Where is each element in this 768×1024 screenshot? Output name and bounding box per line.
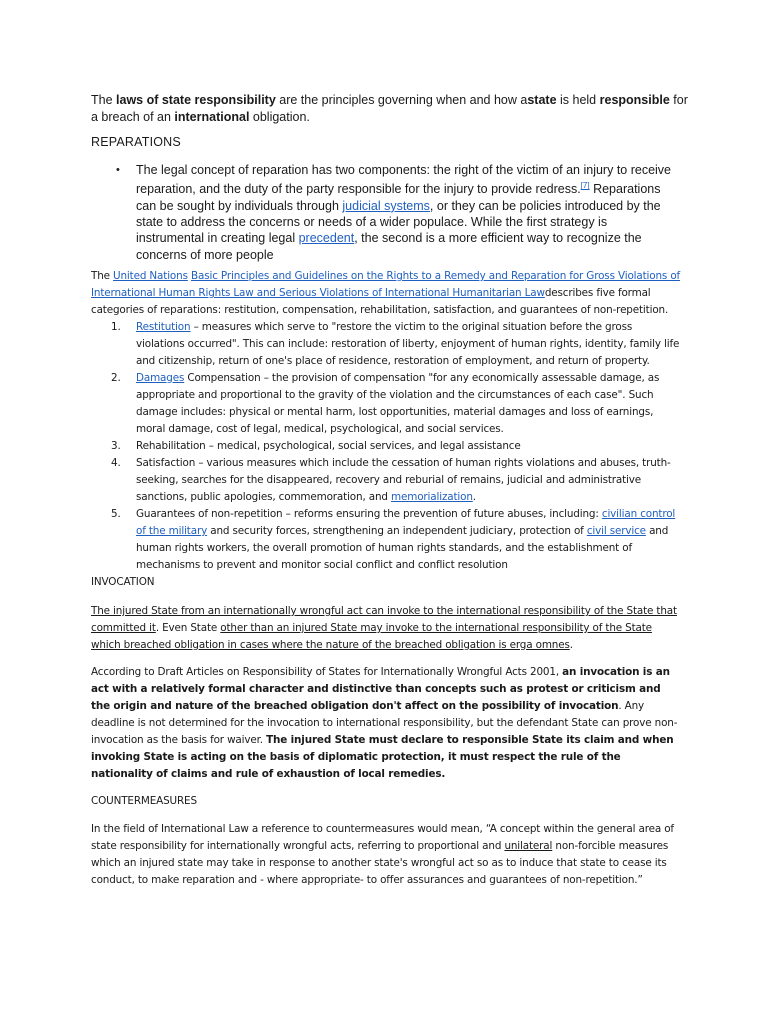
bullet-segment: , or they can be policies introduced by the state to address the concerns or needs of a wider populace. While the first strategy is instrumental in creating legal bbox=[136, 198, 661, 246]
intro-bold-term: laws of state responsibility bbox=[116, 93, 276, 107]
intro-text: obligation. bbox=[249, 109, 310, 124]
underlined-text: other than an injured State may invoke to the international responsibility of the State which breached obligation in cases where the nature of the breached obligation is erga omnes bbox=[91, 622, 652, 651]
countermeasures-heading: COUNTERMEASURES bbox=[91, 795, 197, 807]
list-item-text: Satisfaction – various measures which include the cessation of human rights violations and abuses, truth-seeking, searches for the disappeared, recovery and reburial of remains, judicial and administrative sanctions, public apologies, commemoration, and bbox=[136, 457, 671, 503]
un-principles-paragraph bbox=[91, 268, 681, 319]
intro-bold-term: international bbox=[174, 109, 250, 124]
list-item bbox=[91, 370, 681, 438]
list-number: 1. bbox=[111, 321, 121, 333]
list-item bbox=[91, 506, 681, 574]
list-item-text: Compensation – the provision of compensation "for any economically assessable damage, as appropriate and proportional to the gravity of the violation and the circumstances of each case". Such damage includes: physical or mental harm, lost opportunities, material damages and loss of earnings, moral damage, cost of legal, medical, psychological, and social services. bbox=[136, 372, 660, 435]
civil-service-link[interactable]: civil service bbox=[586, 525, 646, 537]
invocation-paragraph-2 bbox=[91, 664, 681, 783]
plain-text: In the field of International Law a reference to countermeasures would mean, “A concept within the general area of state responsibility for internationally wrongful acts, referring to proportional and bbox=[91, 823, 674, 852]
underlined-text: unilateral bbox=[504, 840, 553, 852]
intro-text: The bbox=[91, 93, 117, 107]
intro-bold-term: state bbox=[527, 93, 557, 107]
list-item bbox=[91, 438, 681, 455]
bullet-segment: Reparations can be sought by individuals through bbox=[136, 182, 661, 213]
list-number: 5. bbox=[111, 508, 121, 520]
list-item-text: Rehabilitation – medical, psychological, social services, and legal assistance bbox=[136, 440, 521, 452]
plain-text: According to Draft Articles on Responsibility of States for Internationally Wrongful Acts 2001, bbox=[91, 666, 563, 678]
intro-paragraph bbox=[91, 92, 691, 125]
damages-link[interactable]: Damages bbox=[136, 372, 185, 384]
precedent-link[interactable]: precedent bbox=[298, 231, 355, 246]
citation-link[interactable]: [7] bbox=[580, 181, 590, 191]
bullet-dot: • bbox=[116, 164, 120, 176]
reparations-bullet bbox=[116, 162, 676, 263]
list-item-text: Guarantees of non-repetition – reforms ensuring the prevention of future abuses, including: bbox=[136, 508, 602, 520]
list-item bbox=[91, 455, 681, 506]
bullet-segment: The legal concept of reparation has two components: the right of the victim of an injury to receive reparation, and the duty of the party responsible for the injury to provide redress. bbox=[136, 163, 672, 197]
invocation-paragraph-1 bbox=[91, 603, 681, 654]
plain-text: . Even State bbox=[155, 622, 221, 634]
intro-text: are the principles governing when and how a bbox=[275, 93, 528, 107]
list-number: 3. bbox=[111, 440, 121, 452]
judicial-systems-link[interactable]: judicial systems bbox=[342, 198, 430, 213]
bold-text: an invocation is an act with a relatively formal character and distinctive than concepts such as protest or criticism and the origin and nature of the breached obligation don't affect on the possibility of invocation bbox=[91, 666, 670, 712]
plain-text: . bbox=[569, 639, 573, 651]
civilian-control-link[interactable]: civilian control of the military bbox=[136, 508, 676, 537]
restitution-link[interactable]: Restitution bbox=[136, 321, 191, 333]
reparation-categories-list bbox=[91, 319, 681, 574]
plain-text: . Any deadline is not determined for the invocation to international responsibility, but the defendant State can prove non-invocation as the basis for waiver. bbox=[91, 700, 678, 746]
plain-text: non-forcible measures which an injured state may take in response to another state's wrongful act so as to induce that state to cease its conduct, to make reparation and - where appropriate- to offer assurances and guarantees of non-repetition.” bbox=[91, 840, 669, 886]
list-item bbox=[91, 319, 681, 370]
united-nations-link[interactable]: United Nations bbox=[113, 270, 188, 282]
invocation-heading: INVOCATION bbox=[91, 576, 155, 588]
bullet-segment: , the second is a more efficient way to recognize the concerns of more people bbox=[136, 231, 642, 262]
bold-text: The injured State must declare to responsible State its claim and when invoking State is acting on the basis of diplomatic protection, it must respect the rule of the nationality of claims and rule of exhaustion of local remedies. bbox=[91, 734, 674, 780]
memorialization-link[interactable]: memorialization bbox=[391, 491, 473, 503]
un-text: describes five formal categories of reparations: restitution, compensation, rehabilitation, satisfaction, and guarantees of non-repetition. bbox=[91, 287, 669, 316]
intro-bold-term: responsible bbox=[599, 93, 670, 107]
bullet-text bbox=[136, 162, 676, 263]
list-item-text: – measures which serve to "restore the victim to the original situation before the gross violations occurred". This can include: restoration of liberty, enjoyment of human rights, identity, family life and citizenship, return of one's place of residence, restoration of employment, and return of property. bbox=[136, 321, 680, 367]
un-text: The bbox=[91, 270, 114, 282]
list-number: 4. bbox=[111, 457, 121, 469]
list-item-text: . bbox=[472, 491, 476, 503]
reparations-heading: REPARATIONS bbox=[91, 135, 181, 149]
intro-text: for a breach of an bbox=[91, 93, 688, 124]
intro-text: is held bbox=[556, 93, 600, 107]
basic-principles-link[interactable]: Basic Principles and Guidelines on the Rights to a Remedy and Reparation for Gross Violations of International Human Rights Law and Serious Violations of International Humanitarian Law bbox=[91, 270, 681, 299]
countermeasures-paragraph bbox=[91, 821, 681, 889]
list-item-text: and human rights workers, the overall promotion of human rights standards, and the establishment of mechanisms to prevent and monitor social conflict and conflict resolution bbox=[136, 525, 669, 571]
underlined-text: The injured State from an internationally wrongful act can invoke to the international responsibility of the State that committed it bbox=[91, 605, 677, 634]
list-number: 2. bbox=[111, 372, 121, 384]
list-item-text: and security forces, strengthening an independent judiciary, protection of bbox=[207, 525, 587, 537]
